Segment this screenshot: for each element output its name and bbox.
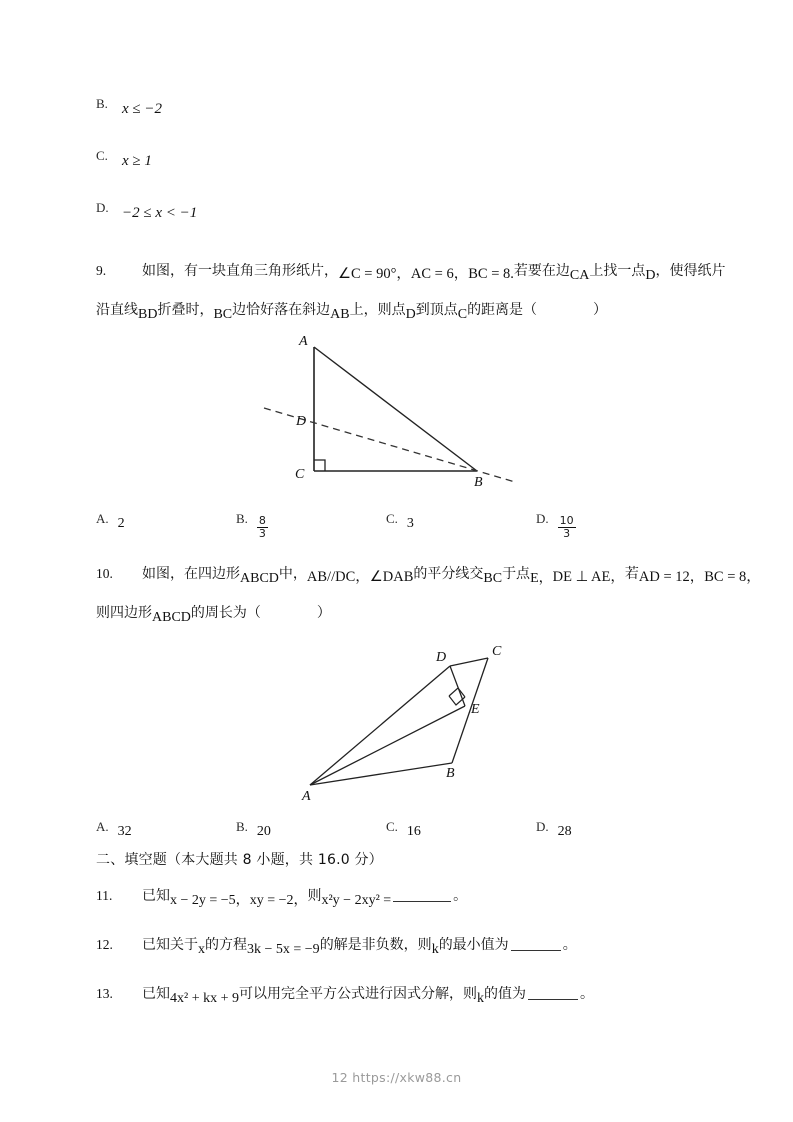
section-2-heading: 二、填空题（本大题共 8 小题，共 16.0 分） (96, 852, 383, 869)
q9-text-g: 边恰好落在斜边 (232, 302, 331, 318)
segment-ab (314, 347, 477, 471)
question-11 (96, 879, 736, 914)
q9-option-a-value: 2 (117, 516, 125, 531)
q11-math-3: x²y − 2xy² = (321, 893, 392, 909)
q11-math-2: xy = −2， (249, 893, 308, 909)
q9-text-c: 上找一点 (589, 263, 646, 279)
q12-text-c: 的解是非负数，则 (319, 937, 432, 954)
q9-text-j: 的距离是（ ） (467, 302, 608, 318)
q10-math-ad: AD = 12， (638, 569, 705, 586)
q10-math-e: E， (530, 571, 553, 587)
q10-math-bc: BC (483, 571, 503, 587)
q9-math-ca: CA (569, 268, 590, 283)
q10-option-c-value: 16 (406, 824, 421, 840)
page-content (96, 96, 761, 1012)
q10-math-abcd: ABCD (240, 571, 279, 587)
q12-answer-blank[interactable] (511, 950, 561, 951)
q9-option-b[interactable] (236, 511, 386, 540)
q9-text-a: 如图，有一块直角三角形纸片， (142, 263, 338, 279)
question-10-number: 10. (96, 566, 113, 582)
q13-text-tail: 。 (580, 986, 594, 1003)
q11-text-tail: 。 (453, 888, 468, 905)
q9-option-a-letter: A. (96, 511, 109, 526)
label-a: A (302, 789, 311, 805)
q12-math-k: k (431, 942, 439, 958)
question-13 (96, 977, 736, 1012)
question-10-options (96, 819, 736, 840)
q13-math-expr: 4x² + kx + 9 (170, 991, 239, 1007)
q9-option-c[interactable] (386, 511, 536, 535)
q9-math-d2: D (405, 307, 416, 322)
q9-text-f: 折叠时， (157, 302, 214, 318)
q10-option-a-value: 32 (117, 824, 132, 840)
q9-math-d: D (645, 268, 656, 283)
q9-math-ab: AB (330, 307, 350, 322)
q10-math-de-ae: DE ⊥ AE， (552, 569, 625, 586)
right-angle-marker-e (449, 688, 465, 697)
q9-math-bc: BC = 8. (468, 266, 514, 282)
q10-math-abcd2: ABCD (152, 610, 191, 626)
option-b-value: x ≤ −2 (122, 101, 163, 117)
q10-text-a: 如图，在四边形 (142, 566, 240, 583)
q10-option-d[interactable] (536, 819, 572, 840)
q9-math-bc2: BC (213, 307, 233, 322)
q10-option-c[interactable] (386, 819, 536, 840)
q10-option-b-value: 20 (256, 824, 271, 840)
segment-dc (450, 658, 488, 666)
label-d: D (436, 650, 447, 666)
q11-text-b: 则 (307, 888, 322, 905)
q9-option-d-letter: D. (536, 511, 549, 526)
question-9-figure (96, 330, 736, 505)
q10-math-abdc: AB//DC， (306, 569, 370, 586)
q10-option-a[interactable] (96, 819, 236, 840)
label-e: E (471, 702, 480, 718)
q10-text-c: 的平分线交 (413, 566, 484, 583)
question-10-line-2 (96, 594, 736, 633)
label-a: A (299, 334, 308, 349)
right-triangle-diagram (96, 330, 736, 505)
q12-text-tail: 。 (562, 937, 577, 954)
option-d-letter: D. (96, 200, 109, 215)
q9-option-c-letter: C. (386, 511, 398, 526)
q12-text-a: 已知关于 (142, 937, 198, 954)
q11-math-1: x − 2y = −5， (170, 893, 250, 909)
q12-text-d: 的最小值为 (438, 937, 509, 954)
q13-text-c: 的值为 (484, 986, 526, 1003)
q13-math-k: k (477, 991, 484, 1007)
carryover-option-group (96, 96, 736, 222)
question-12 (96, 928, 736, 963)
q10-text-e: 若 (624, 566, 639, 583)
question-11-number: 11. (96, 888, 113, 904)
q9-option-b-denominator: 3 (258, 526, 266, 540)
option-d (96, 200, 736, 222)
q9-text-e: 沿直线 (96, 302, 138, 318)
q12-math-eq: 3k − 5x = −9 (247, 942, 320, 958)
question-10 (96, 555, 761, 840)
q10-option-c-letter: C. (386, 819, 398, 835)
q13-text-a: 已知 (142, 986, 170, 1003)
question-10-figure (96, 633, 736, 813)
q9-text-d: ，使得纸片 (655, 263, 726, 279)
q11-answer-blank[interactable] (393, 901, 451, 902)
q10-math-bc-val: BC = 8， (704, 569, 761, 586)
q9-option-b-letter: B. (236, 511, 248, 526)
q9-option-d-numerator: 10 (559, 514, 574, 527)
q9-text-b: 若要在边 (513, 263, 570, 279)
option-b-letter: B. (96, 96, 108, 111)
option-c-value: x ≥ 1 (122, 153, 152, 169)
label-b: B (446, 766, 455, 782)
q9-option-d-denominator: 3 (558, 527, 576, 540)
q13-answer-blank[interactable] (528, 999, 578, 1000)
label-d: D (296, 414, 307, 429)
question-12-number: 12. (96, 937, 113, 953)
q9-option-b-numerator: 8 (258, 514, 266, 527)
label-b: B (474, 475, 483, 490)
question-9-line-2 (96, 291, 736, 330)
q10-option-b[interactable] (236, 819, 386, 840)
q9-math-ac: AC = 6， (410, 266, 469, 282)
q13-text-b: 可以用完全平方公式进行因式分解，则 (239, 986, 477, 1003)
q9-option-d[interactable] (536, 511, 576, 540)
label-c: C (492, 644, 502, 660)
q12-text-b: 的方程 (205, 937, 247, 954)
option-b (96, 96, 736, 118)
q11-text-a: 已知 (142, 888, 170, 905)
question-9-line-1 (96, 252, 736, 291)
question-9-options (96, 511, 736, 540)
q9-text-i: 到顶点 (415, 302, 458, 318)
label-c: C (295, 467, 305, 482)
q10-text-d: 于点 (502, 566, 531, 583)
q9-text-h: 上，则点 (349, 302, 406, 318)
question-9 (96, 252, 736, 540)
q10-text-g: 的周长为（ ） (190, 605, 331, 622)
q10-option-a-letter: A. (96, 819, 109, 835)
q10-math-angle-dab: ∠DAB (369, 569, 414, 586)
q9-option-a[interactable] (96, 511, 236, 535)
page-footer: 12 https://xkw88.cn (331, 1070, 462, 1085)
option-d-value: −2 ≤ x < −1 (122, 205, 198, 221)
q9-math-angle-c: ∠C = 90°， (338, 266, 411, 282)
question-10-line-1 (96, 555, 761, 594)
q12-math-x: x (198, 942, 205, 958)
quadrilateral-diagram (96, 633, 736, 813)
q9-option-c-value: 3 (406, 516, 414, 531)
q9-option-d-value (558, 515, 576, 539)
q10-option-b-letter: B. (236, 819, 248, 835)
q10-option-d-value: 28 (557, 824, 572, 840)
option-c-letter: C. (96, 148, 108, 163)
q9-math-c2: C (457, 307, 468, 322)
q10-text-b: 中， (278, 566, 307, 583)
q9-math-bd: BD (138, 307, 158, 322)
right-angle-marker-c (314, 460, 325, 471)
option-c (96, 148, 736, 170)
q10-option-d-letter: D. (536, 819, 549, 835)
question-9-number: 9. (96, 263, 107, 278)
q9-option-b-value (257, 515, 268, 539)
question-13-number: 13. (96, 986, 113, 1002)
q10-text-f: 则四边形 (96, 605, 152, 622)
